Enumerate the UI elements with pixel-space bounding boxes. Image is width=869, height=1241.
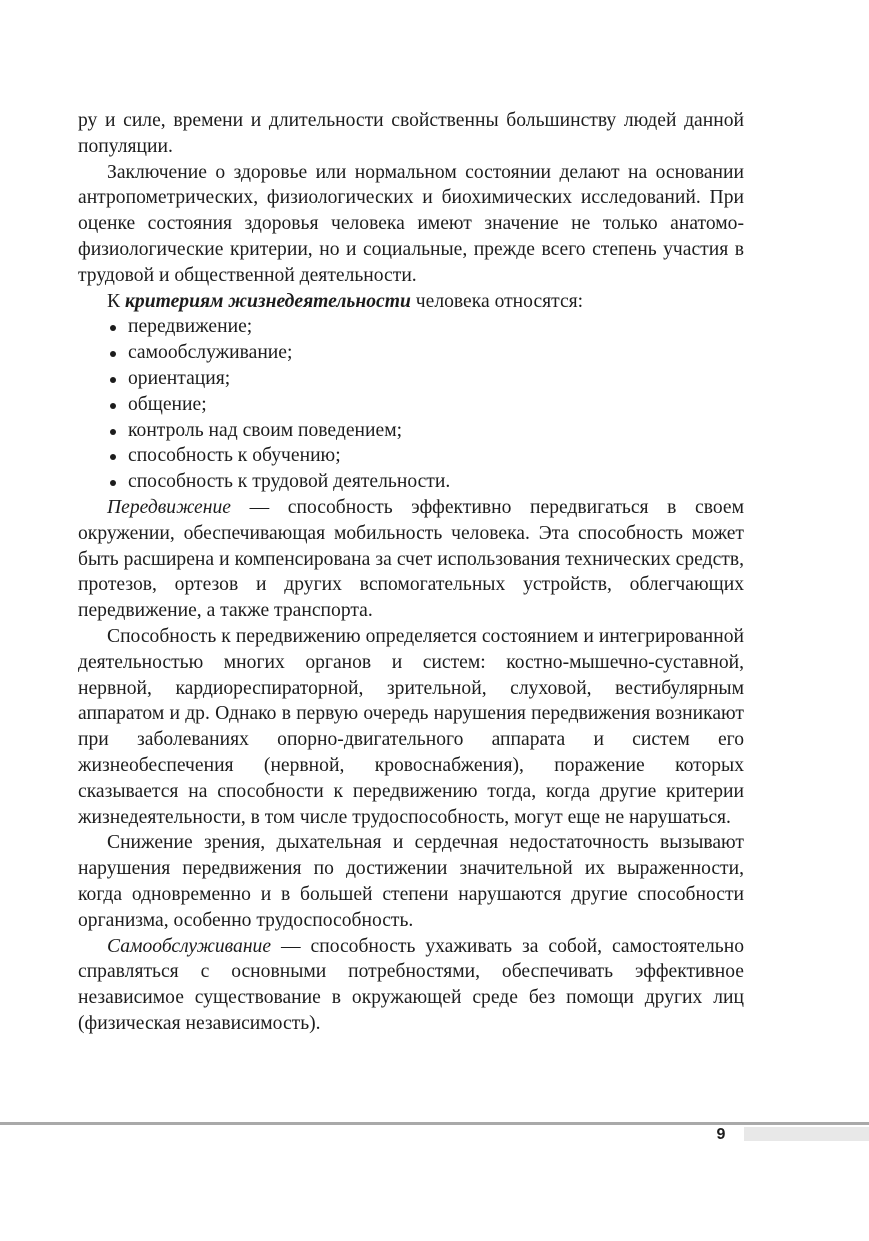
list-item: общение; (78, 392, 744, 418)
paragraph-mobility-systems: Способность к передвижению определяется состоянием и интегрированной деятельностью многих органов и систем: костно-мышечно-суставной, нервной, кардиореспираторной, зрительной, слуховой, вестибулярным аппаратом и др. Однако в первую очередь нарушения передвижения возникают при заболеваниях опорно-двигательного аппарата и систем его жизнеобеспечения (нервной, кровоснабжения), поражение которых сказывается на способности к передвижению тогда, когда другие критерии жизнедеятельности, в том числе трудоспособность, могут еще не нарушаться. (78, 625, 744, 828)
paragraph-criteria-intro (78, 289, 744, 315)
mobility-definition-text: — способность эффективно передвигаться в своем окружении, обеспечивающая мобильность человека. Эта способность может быть расширена и компенсирована за счет использования технических средств, протезов, ортезов и других вспомогательных устройств, облегчающих передвижение, а также транспорта. (78, 496, 744, 622)
term-mobility: Передвижение (107, 496, 231, 518)
footer-bar (744, 1127, 869, 1141)
list-item: способность к трудовой деятельности. (78, 469, 744, 495)
list-item: самообслуживание; (78, 340, 744, 366)
term-selfcare: Самообслуживание (107, 935, 272, 957)
page-body (78, 108, 744, 1037)
selfcare-definition-text: — способность ухаживать за собой, самостоятельно справляться с основными потребностями, обеспечивать эффективное независимое существование в окружающей среде без помощи других лиц (физическая независимость). (78, 935, 744, 1034)
footer-rule (0, 1122, 869, 1125)
list-item: способность к обучению; (78, 443, 744, 469)
paragraph-vision-breathing: Снижение зрения, дыхательная и сердечная недостаточность вызывают нарушения передвижения по достижении значительной их выраженности, когда одновременно и в большей степени нарушаются другие способности организма, особенно трудоспособность. (78, 832, 744, 931)
paragraph-selfcare-definition (78, 934, 744, 1037)
list-item: контроль над своим поведением; (78, 418, 744, 444)
paragraph-population-continuation: ру и силе, времени и длительности свойственны большинству людей данной популяции. (78, 110, 744, 157)
page-number: 9 (716, 1126, 726, 1143)
list-item: передвижение; (78, 314, 744, 340)
paragraph-mobility-definition (78, 495, 744, 624)
list-item: ориентация; (78, 366, 744, 392)
criteria-intro-suffix: человека относятся: (410, 290, 584, 312)
criteria-list (78, 314, 744, 495)
criteria-intro-prefix: К (107, 290, 125, 312)
paragraph-health-conclusion: Заключение о здоровье или нормальном состоянии делают на основании антропометрических, физиологических и биохимических исследований. При оценке состояния здоровья человека имеют значение не только анатомо-физиологические критерии, но и социальные, прежде всего степень участия в трудовой и общественной деятельности. (78, 161, 744, 286)
term-life-criteria: критериям жизнедеятельности (124, 290, 411, 312)
